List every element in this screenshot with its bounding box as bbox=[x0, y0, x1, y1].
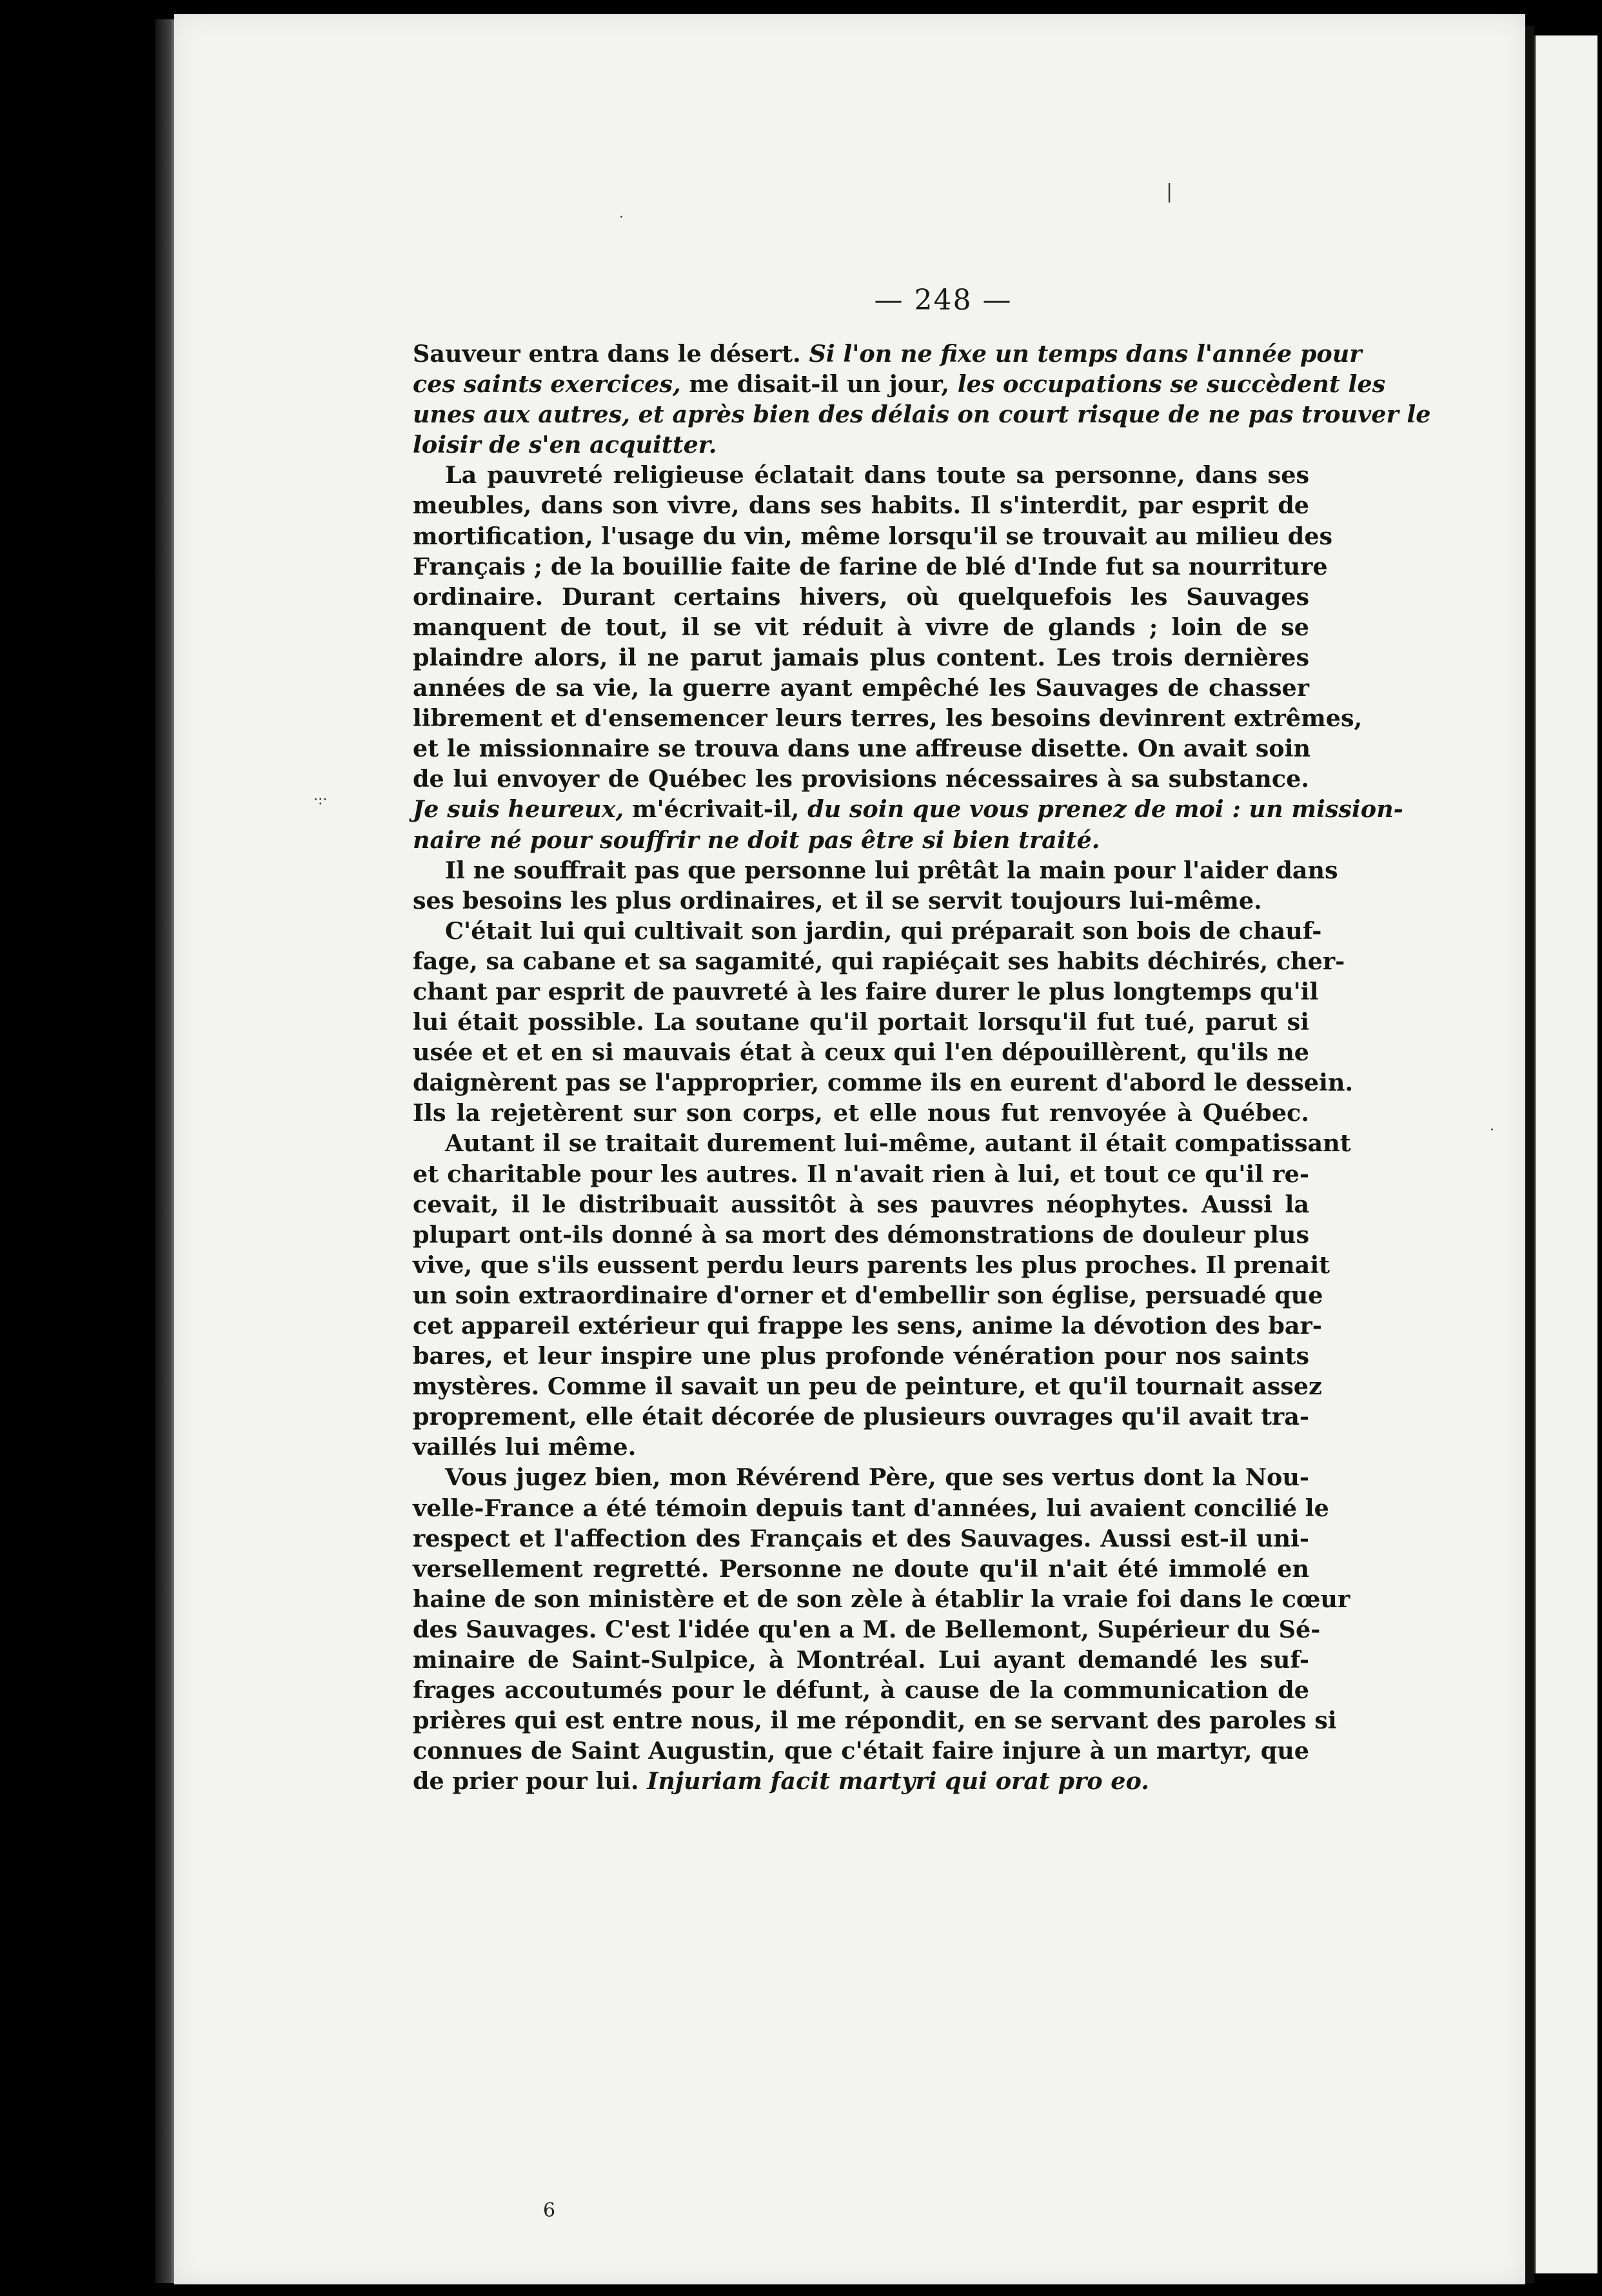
text-run: meubles, dans son vivre, dans ses habits. Il s'interdit, par esprit de bbox=[413, 491, 1309, 520]
text-run: Vous jugez bien, mon Révérend Père, que ses vertus dont la Nou- bbox=[445, 1463, 1309, 1492]
text-line bbox=[413, 1766, 1309, 1796]
text-run: et le missionnaire se trouva dans une affreuse disette. On avait soin bbox=[413, 735, 1310, 763]
next-page-edge-shadow bbox=[1525, 26, 1534, 2283]
text-run: cet appareil extérieur qui frappe les sens, anime la dévotion des bar- bbox=[413, 1312, 1322, 1340]
text-run: proprement, elle était décorée de plusieurs ouvrages qu'il avait tra- bbox=[413, 1403, 1309, 1431]
text-run: plupart ont-ils donné à sa mort des démonstrations de douleur plus bbox=[413, 1220, 1309, 1249]
text-line bbox=[413, 1067, 1354, 1098]
text-line bbox=[413, 764, 1309, 794]
text-line bbox=[413, 1705, 1337, 1736]
text-run: minaire de Saint-Sulpice, à Montréal. Lui ayant demandé les suf- bbox=[413, 1646, 1309, 1674]
text-line bbox=[413, 1584, 1350, 1614]
text-run: velle-France a été témoin depuis tant d'années, lui avaient concilié le bbox=[413, 1494, 1329, 1522]
text-line bbox=[413, 642, 1309, 673]
text-line bbox=[413, 430, 1309, 460]
text-line bbox=[413, 1523, 1309, 1554]
text-line bbox=[413, 1736, 1309, 1766]
text-run: prières qui est entre nous, il me répondit, en se servant des paroles si bbox=[413, 1707, 1337, 1735]
text-run: Sauveur entra dans le désert. bbox=[413, 340, 809, 368]
text-run: cevait, il le distribuait aussitôt à ses pauvres néophytes. Aussi la bbox=[413, 1190, 1309, 1218]
text-line bbox=[413, 886, 1309, 916]
text-line bbox=[413, 521, 1333, 551]
text-run: de prier pour lui. bbox=[413, 1767, 648, 1796]
text-run: Il ne souffrait pas que personne lui prêtât la main pour l'aider dans bbox=[445, 856, 1338, 884]
text-line bbox=[413, 1614, 1321, 1645]
text-run: mystères. Comme il savait un peu de peinture, et qu'il tournait assez bbox=[413, 1372, 1322, 1401]
italic-run: du soin que vous prenez de moi : un mission- bbox=[807, 795, 1403, 824]
text-line bbox=[413, 551, 1328, 582]
text-line bbox=[413, 703, 1363, 733]
text-run: plaindre alors, il ne parut jamais plus content. Les trois dernières bbox=[413, 643, 1309, 671]
scan-speck: | bbox=[1166, 181, 1173, 203]
text-run: lui était possible. La soutane qu'il portait lorsqu'il fut tué, parut si bbox=[413, 1008, 1309, 1036]
text-run: ses besoins les plus ordinaires, et il se servit toujours lui-même. bbox=[413, 886, 1262, 915]
text-line bbox=[413, 460, 1309, 490]
text-line bbox=[413, 1250, 1330, 1280]
scan-speck: · bbox=[1490, 1122, 1494, 1138]
text-line bbox=[413, 1220, 1309, 1250]
text-line bbox=[413, 1280, 1323, 1311]
text-line bbox=[413, 1432, 1309, 1462]
text-run: des Sauvages. C'est l'idée qu'en a M. de Bellemont, Supérieur du Sé- bbox=[413, 1615, 1321, 1643]
text-line bbox=[413, 1007, 1309, 1037]
text-line bbox=[413, 673, 1309, 703]
page-number: — 248 — bbox=[874, 284, 1013, 317]
text-run: manquent de tout, il se vit réduit à vivre de glands ; loin de se bbox=[413, 613, 1309, 641]
text-run: respect et l'affection des Français et des Sauvages. Aussi est-il uni- bbox=[413, 1524, 1309, 1552]
footer-mark: 6 bbox=[543, 2199, 556, 2222]
italic-run: naire né pour souffrir ne doit pas être si bien traité. bbox=[413, 826, 1100, 854]
text-run: Autant il se traitait durement lui-même, autant il était compatissant bbox=[445, 1129, 1351, 1158]
text-line bbox=[413, 916, 1322, 946]
text-run: fage, sa cabane et sa sagamité, qui rapiéçait ses habits déchirés, cher- bbox=[413, 947, 1345, 975]
text-run: ordinaire. Durant certains hivers, où quelquefois les Sauvages bbox=[413, 582, 1309, 611]
text-line bbox=[413, 1341, 1309, 1371]
scan-speck: ·:· bbox=[313, 792, 328, 808]
text-line bbox=[413, 339, 1362, 369]
next-page-edge bbox=[1534, 35, 1597, 2273]
text-run: bares, et leur inspire une plus profonde vénération pour nos saints bbox=[413, 1342, 1309, 1371]
text-line bbox=[413, 1037, 1309, 1067]
text-run: années de sa vie, la guerre ayant empêché les Sauvages de chasser bbox=[413, 674, 1309, 702]
text-line bbox=[413, 1128, 1351, 1158]
italic-run: loisir de s'en acquitter. bbox=[413, 431, 717, 459]
text-run: un soin extraordinaire d'orner et d'embellir son église, persuadé que bbox=[413, 1281, 1323, 1309]
text-line bbox=[413, 1675, 1309, 1705]
text-run: haine de son ministère et de son zèle à établir la vraie foi dans le cœur bbox=[413, 1585, 1350, 1613]
text-line bbox=[413, 1371, 1322, 1401]
text-run: et charitable pour les autres. Il n'avait rien à lui, et tout ce qu'il re- bbox=[413, 1160, 1309, 1188]
text-line bbox=[413, 1159, 1309, 1189]
text-run: me disait-il un jour, bbox=[680, 370, 958, 399]
text-line bbox=[413, 1554, 1309, 1584]
italic-run: Injuriam facit martyri qui orat pro eo. bbox=[647, 1767, 1149, 1796]
text-line bbox=[413, 794, 1403, 824]
text-line bbox=[413, 1189, 1309, 1220]
text-line bbox=[413, 733, 1309, 764]
text-line bbox=[413, 399, 1431, 430]
italic-run: Je suis heureux, bbox=[413, 795, 624, 824]
body-text bbox=[413, 339, 1431, 1797]
italic-run: Si l'on ne fixe un temps dans l'année pour bbox=[809, 340, 1362, 368]
text-line bbox=[413, 1462, 1309, 1492]
text-line bbox=[413, 369, 1386, 399]
italic-run: ces saints exercices, bbox=[413, 370, 681, 399]
text-line bbox=[413, 582, 1309, 612]
text-line bbox=[413, 946, 1345, 976]
text-run: de lui envoyer de Québec les provisions nécessaires à sa substance. bbox=[413, 765, 1309, 793]
text-run: La pauvreté religieuse éclatait dans toute sa personne, dans ses bbox=[445, 461, 1309, 490]
text-line bbox=[413, 1493, 1329, 1523]
text-run: Français ; de la bouillie faite de farine de blé d'Inde fut sa nourriture bbox=[413, 552, 1328, 580]
text-line bbox=[413, 490, 1309, 520]
text-run: daignèrent pas se l'approprier, comme ils en eurent d'abord le dessein. bbox=[413, 1069, 1354, 1097]
text-line bbox=[413, 825, 1309, 855]
text-line bbox=[413, 1645, 1309, 1675]
text-run: vaillés lui même. bbox=[413, 1433, 637, 1461]
text-run: chant par esprit de pauvreté à les faire durer le plus longtemps qu'il bbox=[413, 977, 1319, 1005]
text-line bbox=[413, 976, 1319, 1007]
text-run: Ils la rejetèrent sur son corps, et elle nous fut renvoyée à Québec. bbox=[413, 1099, 1309, 1127]
text-line bbox=[413, 1311, 1322, 1341]
italic-run: unes aux autres, et après bien des délais on court risque de ne pas trouver le bbox=[413, 401, 1431, 429]
text-run: librement et d'ensemencer leurs terres, les besoins devinrent extrêmes, bbox=[413, 704, 1363, 733]
text-run: C'était lui qui cultivait son jardin, qui préparait son bois de chauf- bbox=[445, 916, 1322, 945]
text-run: connues de Saint Augustin, que c'était faire injure à un martyr, que bbox=[413, 1737, 1309, 1765]
text-line bbox=[413, 612, 1309, 642]
text-run: frages accoutumés pour le défunt, à cause de la communication de bbox=[413, 1676, 1309, 1705]
text-line bbox=[413, 1098, 1309, 1128]
italic-run: les occupations se succèdent les bbox=[957, 370, 1386, 399]
text-run: vive, que s'ils eussent perdu leurs parents les plus proches. Il prenait bbox=[413, 1251, 1330, 1279]
text-run: mortification, l'usage du vin, même lorsqu'il se trouvait au milieu des bbox=[413, 522, 1333, 550]
text-line bbox=[413, 855, 1338, 886]
text-run: m'écrivait-il, bbox=[624, 795, 808, 824]
text-run: versellement regretté. Personne ne doute qu'il n'ait été immolé en bbox=[413, 1554, 1309, 1583]
scan-speck: · bbox=[619, 210, 624, 226]
text-run: usée et et en si mauvais état à ceux qui l'en dépouillèrent, qu'ils ne bbox=[413, 1038, 1309, 1067]
text-line bbox=[413, 1401, 1309, 1432]
